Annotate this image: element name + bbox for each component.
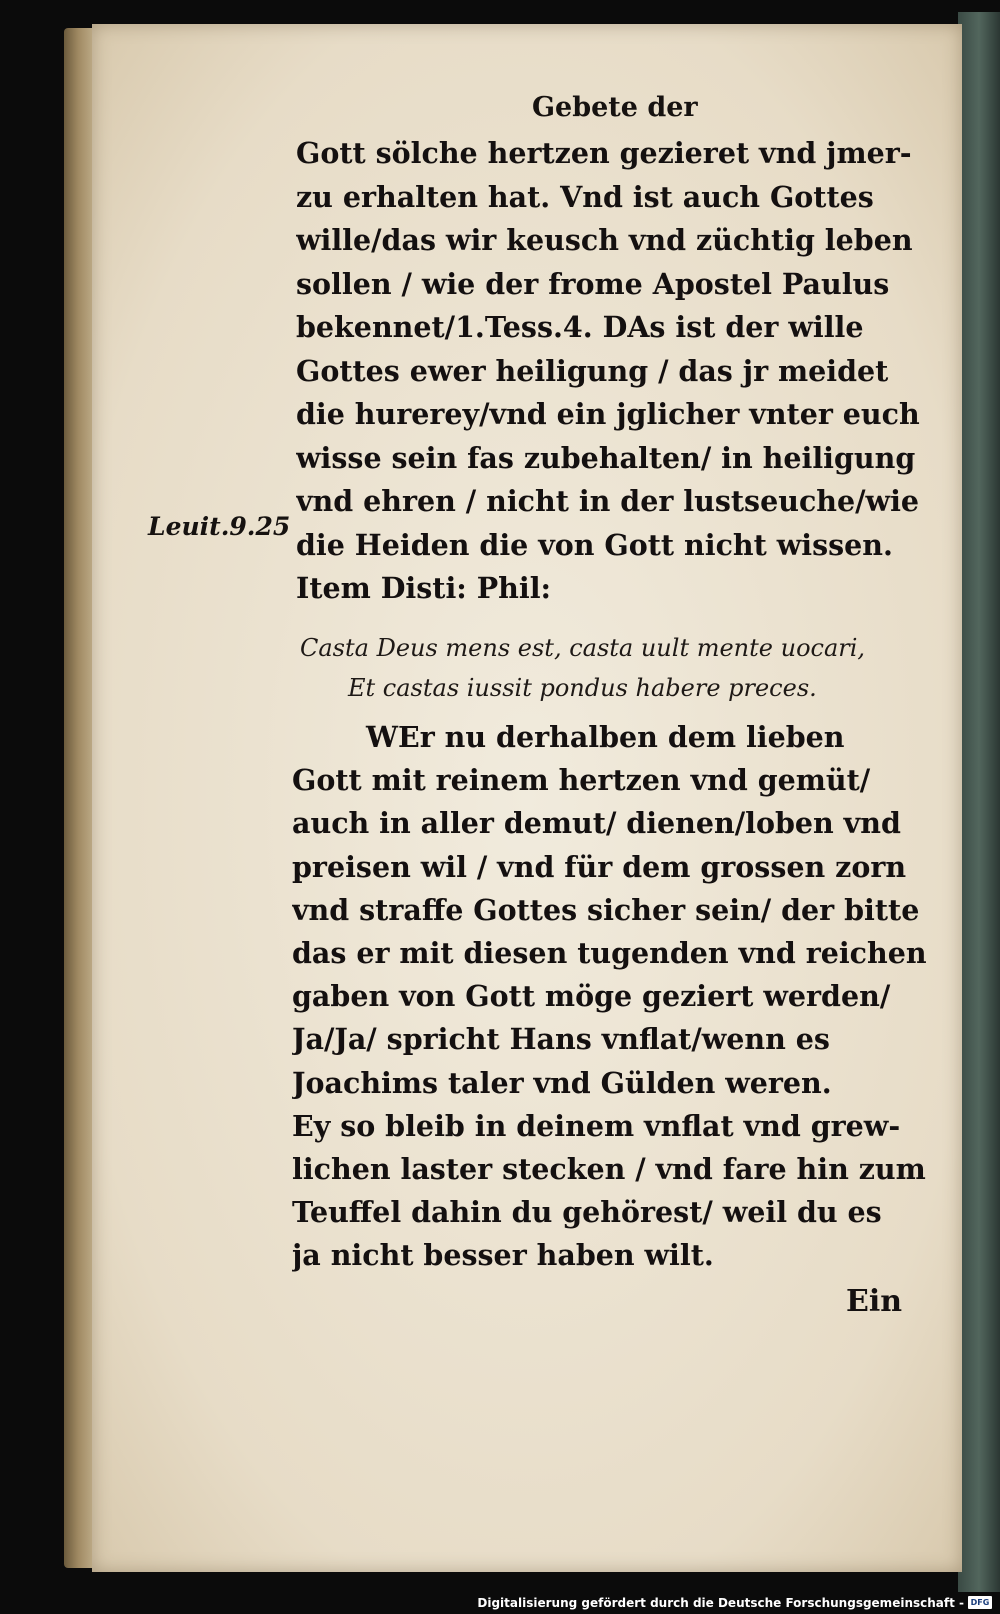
text-line: Ja/Ja/ spricht Hans vnflat/wenn es [292,1022,830,1057]
text-line: auch in aller demut/ dienen/loben vnd [292,806,901,841]
dfg-logo-icon [968,1596,992,1609]
text-line: Gott sölche hertzen gezieret vnd jmer- [296,136,912,170]
paragraph-2 [292,716,942,1278]
book-cover-edge [958,12,1000,1592]
dfg-logo-text: DFG [970,1598,990,1607]
text-line: das er mit diesen tugenden vnd reichen [292,936,927,971]
margin-note: Leuit.9.25 [148,512,291,541]
text-line: die hurerey/vnd ein jglicher vnter euch [296,397,920,431]
text-line: die Heiden die von Gott nicht wissen. [296,527,893,562]
catchword: Ein [846,1284,903,1319]
text-line: Item Disti: Phil: [296,571,552,605]
text-line: preisen wil / vnd für dem grossen zorn [292,849,907,884]
text-line: lichen laster stecken / vnd fare hin zum [292,1152,926,1187]
digitization-credit: Digitalisierung gefördert durch die Deutsche Forschungsgemeinschaft - [477,1596,964,1610]
text-line: vnd straffe Gottes sicher sein/ der bitte [292,892,920,927]
text-line: Joachims taler vnd Gülden weren. [292,1065,832,1100]
text-line: wisse sein fas zubehalten/ in heiligung [296,440,916,475]
text-line: wille/das wir keusch vnd züchtig leben [296,223,913,257]
text-line: sollen / wie der frome Apostel Paulus [296,266,890,301]
text-line: ja nicht besser haben wilt. [292,1238,714,1273]
text-line: zu erhalten hat. Vnd ist auch Gottes [296,179,874,214]
latin-verse [300,628,920,708]
text-line: Teuffel dahin du gehörest/ weil du es [292,1195,882,1230]
verse-line: Casta Deus mens est, casta uult mente uocari, [300,634,866,662]
paragraph-1 [296,132,936,611]
text-line: gaben von Gott möge geziert werden/ [292,979,891,1014]
text-line: bekennet/1.Tess.4. DAs ist der wille [296,310,864,344]
text-line: vnd ehren / nicht in der lustseuche/wie [296,484,920,518]
text-line: Gott mit reinem hertzen vnd gemüt/ [292,763,871,798]
text-line: Ey so bleib in deinem vnflat vnd grew- [292,1108,901,1143]
verse-line: Et castas iussit pondus habere preces. [348,674,817,702]
text-line: WEr nu derhalben dem lieben [366,720,845,754]
running-head: Gebete der [532,92,698,123]
text-line: Gottes ewer heiligung / das jr meidet [296,353,889,388]
